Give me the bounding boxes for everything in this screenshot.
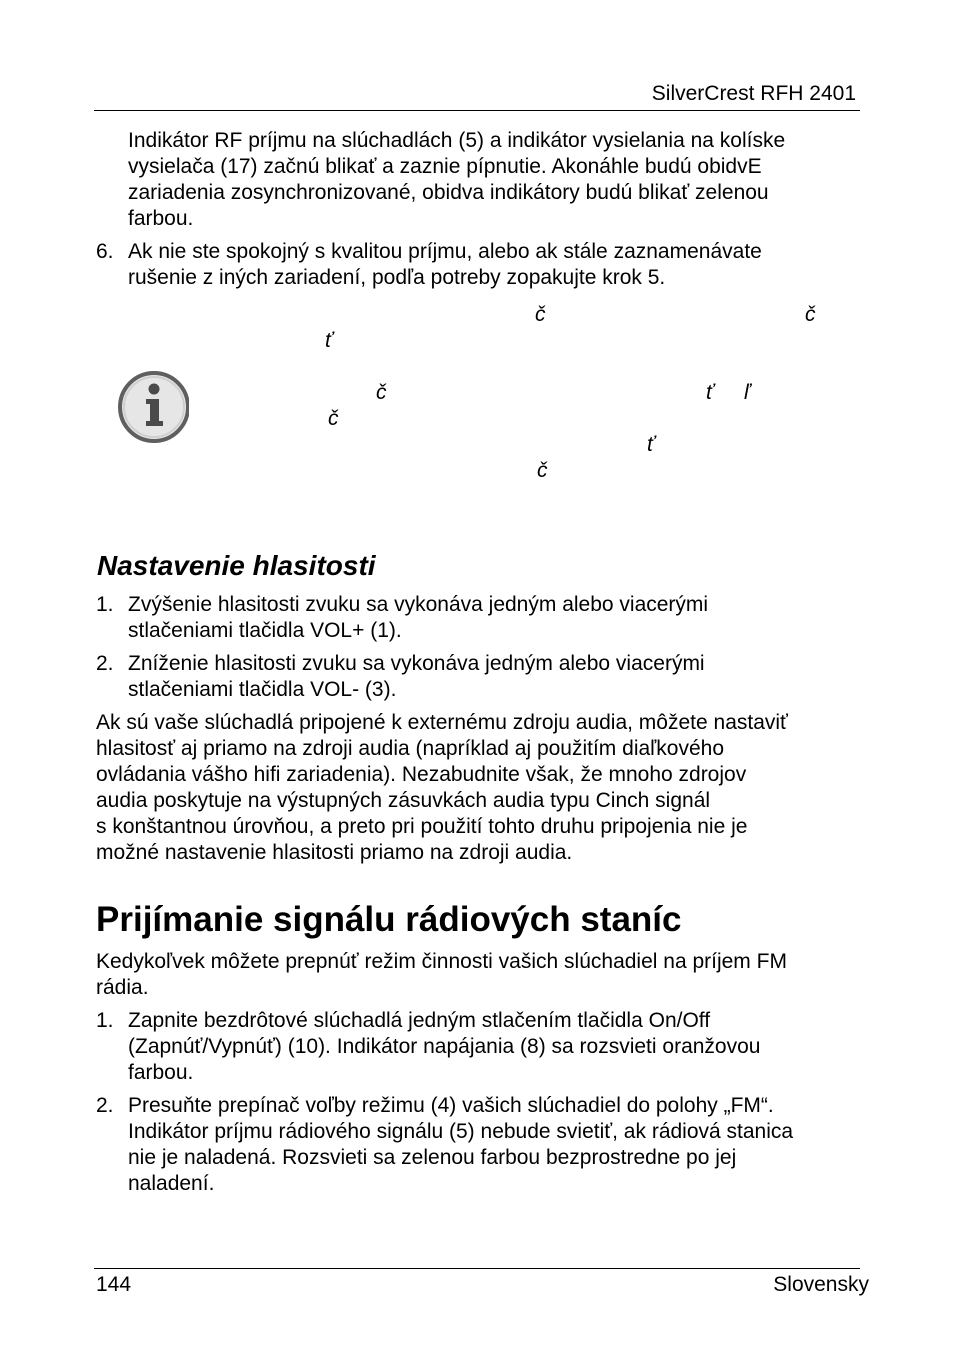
note-glyph: č xyxy=(537,459,548,482)
intro-line: zariadenia zosynchronizované, obidva indikátory budú blikať zelenou xyxy=(128,181,769,204)
step-line: Ak nie ste spokojný s kvalitou príjmu, alebo ak stále zaznamenávate xyxy=(128,240,762,263)
footer-rule xyxy=(94,1268,860,1269)
intro-line: Indikátor RF príjmu na slúchadlách (5) a indikátor vysielania na kolíske xyxy=(128,129,786,152)
paragraph-line: rádia. xyxy=(96,976,149,999)
list-line: nie je naladená. Rozsvieti sa zelenou farbou bezprostredne po jej xyxy=(128,1146,737,1169)
paragraph-line: hlasitosť aj priamo na zdroji audia (napríklad aj použitím diaľkového xyxy=(96,737,725,760)
step-line: rušenie z iných zariadení, podľa potreby zopakujte krok 5. xyxy=(128,266,666,289)
note-glyph: ť xyxy=(706,381,714,404)
list-number: 1. xyxy=(96,1009,114,1032)
paragraph-line: možné nastavenie hlasitosti priamo na zdroji audia. xyxy=(96,841,573,864)
note-glyph: č xyxy=(535,303,546,326)
info-icon xyxy=(117,371,191,443)
step-number: 6. xyxy=(96,240,114,263)
paragraph-line: audia poskytuje na výstupných zásuvkách audia typu Cinch signál xyxy=(96,789,711,812)
list-number: 2. xyxy=(96,652,114,675)
paragraph-line: ovládania vášho hifi zariadenia). Nezabudnite však, že mnoho zdrojov xyxy=(96,763,747,786)
note-glyph: č xyxy=(376,381,387,404)
list-line: (Zapnúť/Vypnúť) (10). Indikátor napájania (8) sa rozsvieti oranžovou xyxy=(128,1035,761,1058)
list-line: naladení. xyxy=(128,1172,215,1195)
note-glyph: ť xyxy=(325,329,333,352)
list-line: farbou. xyxy=(128,1061,194,1084)
paragraph-line: Ak sú vaše slúchadlá pripojené k externému zdroju audia, môžete nastaviť xyxy=(96,711,788,734)
paragraph-line: s konštantnou úrovňou, a preto pri použití tohto druhu pripojenia nie je xyxy=(96,815,748,838)
header-product: SilverCrest RFH 2401 xyxy=(651,82,856,105)
section-heading: Nastavenie hlasitosti xyxy=(97,550,376,581)
note-glyph: č xyxy=(328,407,339,430)
list-line: Zapnite bezdrôtové slúchadlá jedným stlačením tlačidla On/Off xyxy=(128,1009,711,1032)
list-line: stlačeniami tlačidla VOL- (3). xyxy=(128,678,397,701)
note-glyph: ľ xyxy=(744,381,750,404)
list-line: stlačeniami tlačidla VOL+ (1). xyxy=(128,619,402,642)
list-line: Zníženie hlasitosti zvuku sa vykonáva jedným alebo viacerými xyxy=(128,652,705,675)
footer-language: Slovensky xyxy=(773,1273,869,1296)
paragraph-line: Kedykoľvek môžete prepnúť režim činnosti vašich slúchadiel na príjem FM xyxy=(96,950,787,973)
list-number: 2. xyxy=(96,1094,114,1117)
intro-line: vysielača (17) začnú blikať a zaznie pípnutie. Akonáhle budú obidvE xyxy=(128,155,762,178)
list-number: 1. xyxy=(96,593,114,616)
page-number: 144 xyxy=(96,1273,132,1296)
note-glyph: ť xyxy=(647,433,655,456)
list-line: Presuňte prepínač voľby režimu (4) vašich slúchadiel do polohy „FM“. xyxy=(128,1094,774,1117)
note-glyph: č xyxy=(805,303,816,326)
header-rule xyxy=(94,110,860,111)
list-line: Zvýšenie hlasitosti zvuku sa vykonáva jedným alebo viacerými xyxy=(128,593,709,616)
intro-line: farbou. xyxy=(128,207,194,230)
chapter-heading: Prijímanie signálu rádiových staníc xyxy=(96,900,682,939)
list-line: Indikátor príjmu rádiového signálu (5) nebude svietiť, ak rádiová stanica xyxy=(128,1120,794,1143)
